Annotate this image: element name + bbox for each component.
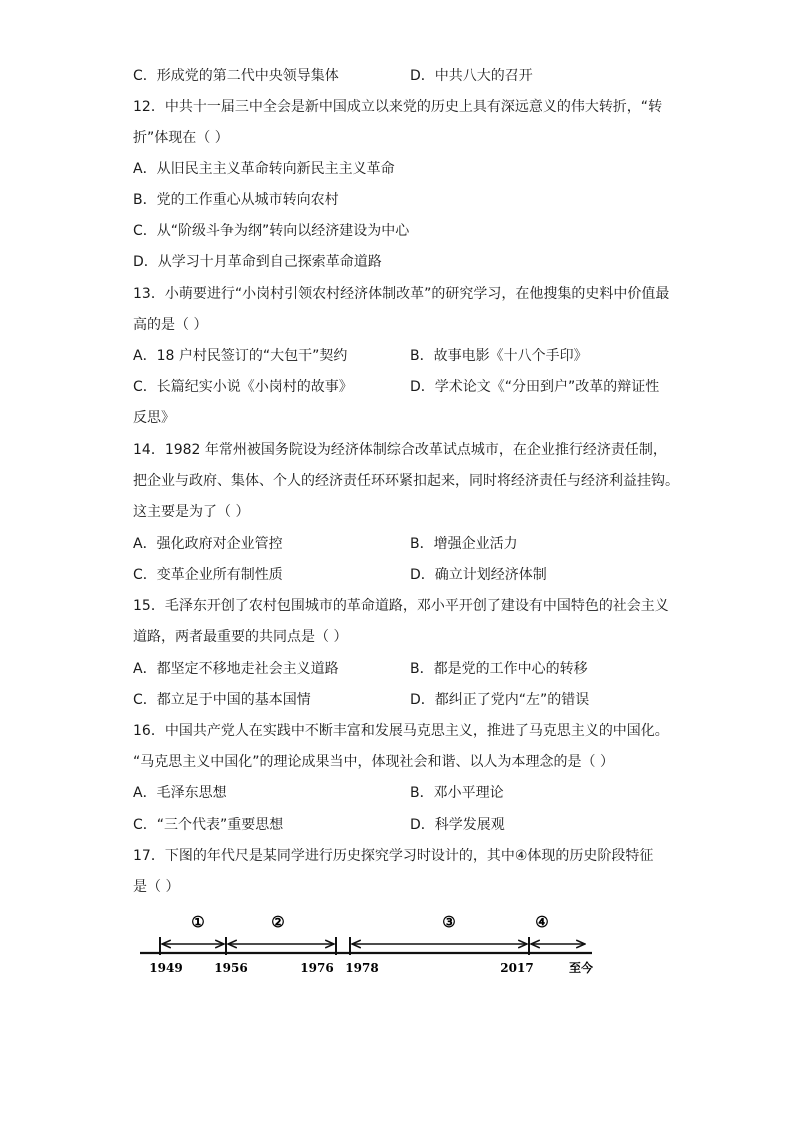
q14-stem-line1: 14．1982 年常州被国务院设为经济体制综合改革试点城市，在企业推行经济责任制， [133,442,667,458]
q11-option-c: C．形成党的第二代中央领导集体 [133,68,339,84]
era-timeline [140,905,610,985]
q16-stem-line2: “马克思主义中国化”的理论成果当中，体现社会和谐、以人为本理念的是（ ） [133,754,614,770]
q15-option-d: D．都纠正了党内“左”的错误 [410,692,590,708]
q13-option-d: D．学术论文《“分田到户”改革的辩证性 [410,379,660,395]
year-label-1956: 1956 [214,961,248,975]
q17-stem-line2: 是（ ） [133,879,180,895]
q13-option-c: C．长篇纪实小说《小岗村的故事》 [133,379,353,395]
q14-option-a: A．强化政府对企业管控 [133,536,283,552]
year-label-1978: 1978 [345,961,379,975]
q12-option-b: B．党的工作重心从城市转向农村 [133,192,339,208]
q11-option-d: D．中共八大的召开 [410,68,533,84]
year-label-1949: 1949 [149,961,183,975]
q16-stem-line1: 16．中国共产党人在实践中不断丰富和发展马克思主义，推进了马克思主义的中国化。 [133,723,669,739]
q14-option-d: D．确立计划经济体制 [410,567,547,583]
segment-label-2: ② [271,913,285,931]
q17-stem-line1: 17．下图的年代尺是某同学进行历史探究学习时设计的，其中④体现的历史阶段特征 [133,848,654,864]
q13-option-b: B．故事电影《十八个手印》 [410,348,588,364]
segment-label-1: ① [191,913,205,931]
q15-stem-line1: 15．毛泽东开创了农村包围城市的革命道路，邓小平开创了建设有中国特色的社会主义 [133,598,669,614]
q13-option-a: A．18 户村民签订的“大包干”契约 [133,348,348,364]
q14-stem-line2: 把企业与政府、集体、个人的经济责任环环紧扣起来，同时将经济责任与经济利益挂钩。 [133,473,679,489]
q15-option-c: C．都立足于中国的基本国情 [133,692,311,708]
q16-option-d: D．科学发展观 [410,817,505,833]
q14-stem-line3: 这主要是为了（ ） [133,504,250,520]
year-label-1976: 1976 [300,961,334,975]
segment-label-4: ④ [535,913,549,931]
q12-option-c: C．从“阶级斗争为纲”转向以经济建设为中心 [133,223,410,239]
q15-stem-line2: 道路，两者最重要的共同点是（ ） [133,629,348,645]
timeline-svg [140,905,610,985]
q14-option-c: C．变革企业所有制性质 [133,567,283,583]
q12-stem-line2: 折”体现在（ ） [133,130,229,146]
year-label-present: 至今 [568,961,594,975]
year-label-2017: 2017 [500,961,534,975]
q13-stem-line2: 高的是（ ） [133,317,208,333]
q13-stem-line1: 13．小萌要进行“小岗村引领农村经济体制改革”的研究学习，在他搜集的史料中价值最 [133,286,670,302]
q12-option-a: A．从旧民主主义革命转向新民主主义革命 [133,161,395,177]
q12-stem-line1: 12．中共十一届三中全会是新中国成立以来党的历史上具有深远意义的伟大转折，“转 [133,99,663,115]
q15-option-b: B．都是党的工作中心的转移 [410,661,588,677]
q14-option-b: B．增强企业活力 [410,536,518,552]
segment-label-3: ③ [442,913,456,931]
q16-option-a: A．毛泽东思想 [133,785,227,801]
q16-option-b: B．邓小平理论 [410,785,504,801]
q13-option-d-cont: 反思》 [133,410,175,426]
q16-option-c: C．“三个代表”重要思想 [133,817,284,833]
q12-option-d: D．从学习十月革命到自己探索革命道路 [133,254,382,270]
q15-option-a: A．都坚定不移地走社会主义道路 [133,661,339,677]
